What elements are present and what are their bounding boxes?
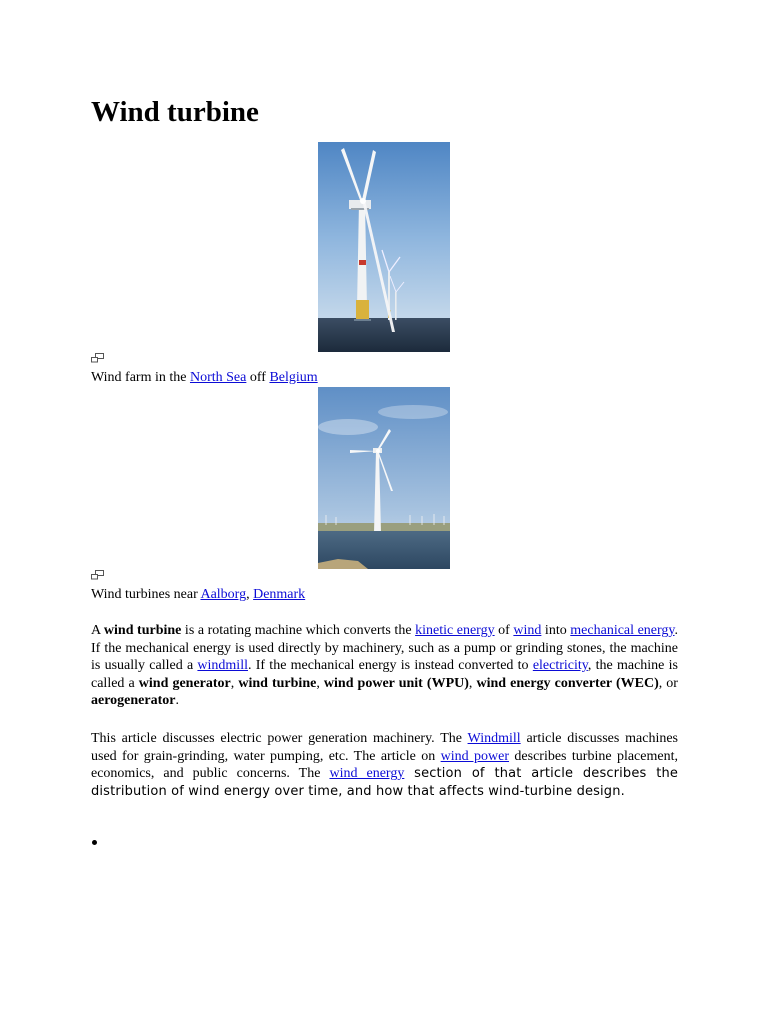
onshore-turbines-picture: [318, 387, 450, 569]
link-belgium[interactable]: Belgium: [269, 370, 318, 385]
link-windmill[interactable]: windmill: [197, 658, 248, 674]
caption-text: ,: [246, 587, 254, 602]
caption-text: Wind farm in the: [91, 370, 190, 385]
link-denmark[interactable]: Denmark: [253, 587, 306, 602]
page-title: Wind turbine: [91, 96, 259, 128]
offshore-turbines-picture: [318, 142, 450, 352]
scope-paragraph: This article discusses electric power generation machinery. The Windmill article discusses machines used for grain-grinding, water pumping, etc. The article on wind power describes turbine placement, economics, and public concerns. The wind energy section of that article describes the distribution of wind energy over time, and how that affects wind-turbine design.: [91, 731, 678, 799]
term-wind-turbine: wind turbine: [238, 675, 317, 691]
caption-text: Wind turbines near: [91, 587, 201, 602]
enlarge-icon[interactable]: [91, 350, 105, 360]
term-wind-turbine: wind turbine: [103, 623, 182, 638]
figure-caption-1: [91, 369, 318, 387]
link-wind-energy[interactable]: wind energy: [329, 766, 405, 782]
figure-caption-2: [91, 586, 305, 604]
enlarge-icon[interactable]: [91, 567, 105, 577]
wind-farm-image[interactable]: [318, 142, 450, 352]
link-mechanical-energy[interactable]: mechanical energy: [570, 623, 675, 638]
term-wpu: wind power unit (WPU): [323, 675, 469, 691]
link-wind-power[interactable]: wind power: [440, 748, 510, 764]
link-north-sea[interactable]: North Sea: [189, 370, 247, 385]
term-aerogenerator: aerogenerator: [91, 693, 176, 709]
aalborg-turbines-image[interactable]: [318, 387, 450, 569]
term-wec: wind energy converter (WEC): [476, 675, 659, 691]
list-bullet: [92, 840, 97, 845]
link-windmill-article[interactable]: Windmill: [467, 731, 521, 746]
link-wind[interactable]: wind: [513, 623, 542, 638]
link-kinetic-energy[interactable]: kinetic energy: [415, 623, 495, 638]
caption-text: off: [246, 370, 270, 385]
link-electricity[interactable]: electricity: [532, 658, 588, 674]
term-wind-generator: wind generator: [138, 675, 231, 691]
intro-paragraph: A wind turbine is a rotating machine which converts the kinetic energy of wind into mechanical energy. If the mechanical energy is used directly by machinery, such as a pump or grinding stones, the machine is usually called a windmill. If the mechanical energy is instead converted to electricity, the machine is called a wind generator, wind turbine, wind power unit (WPU), wind energy converter (WEC), or aerogenerator.: [91, 623, 679, 709]
link-aalborg[interactable]: Aalborg: [200, 587, 247, 602]
